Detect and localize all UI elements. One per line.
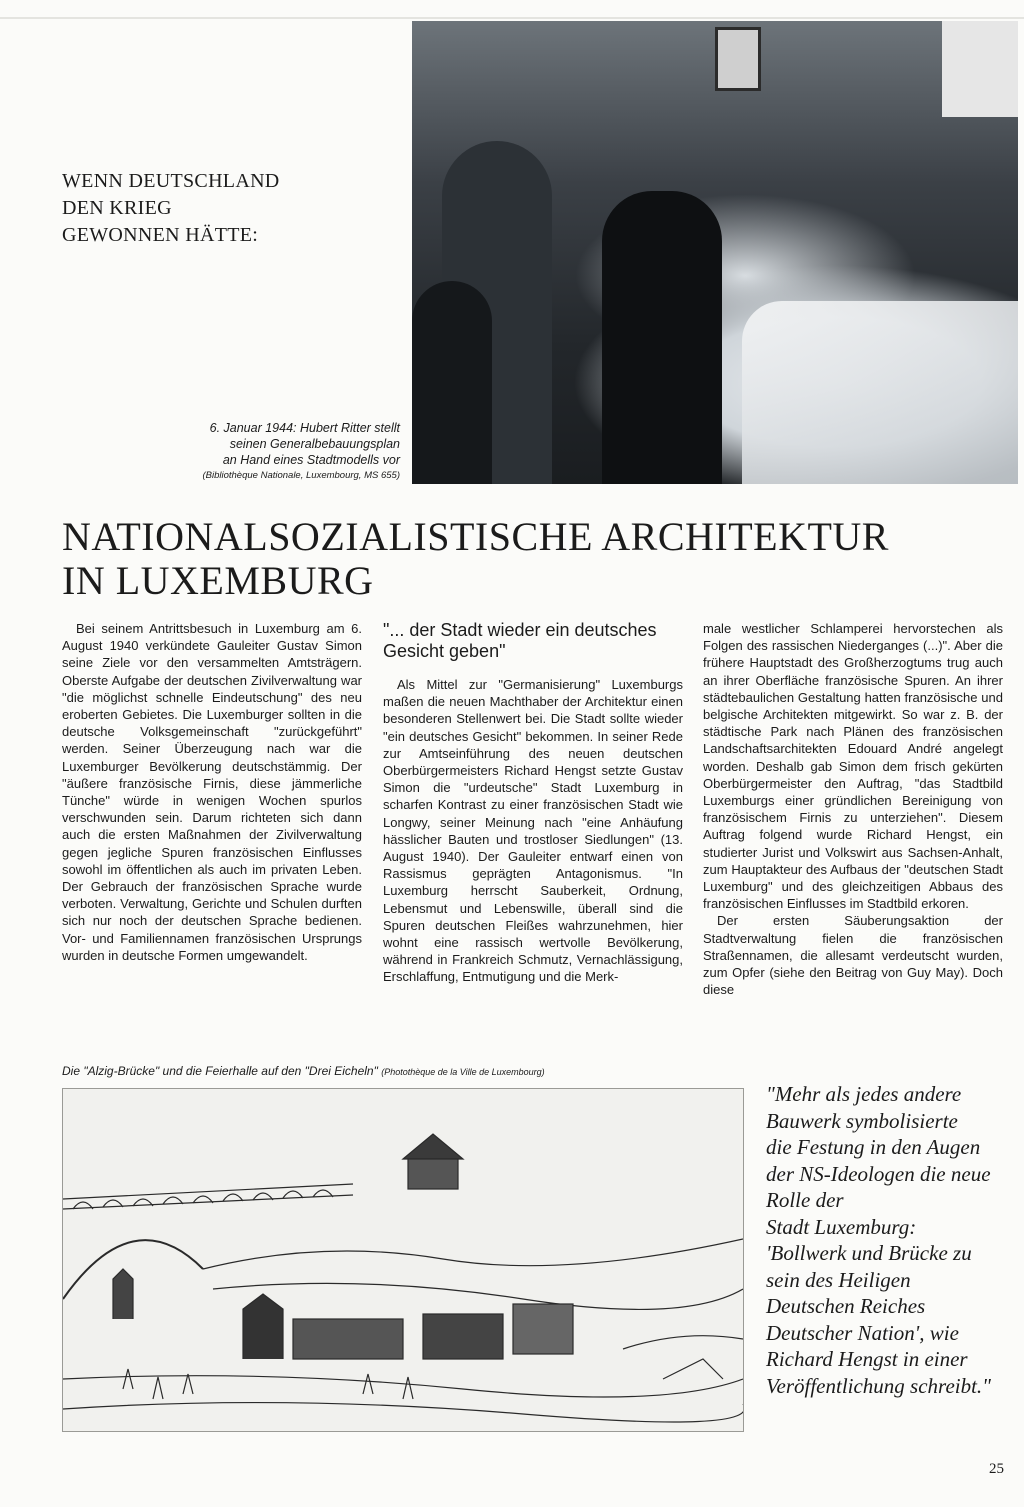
column-1 [62, 620, 362, 964]
top-rule [0, 17, 1024, 19]
paragraph: male westlicher Schlamperei hervorstechen als Folgen des rassischen Niederganges (...)". Aber die frühere Hauptstadt des Großherzogtums trug auch an ihrer Oberfläche französische Spuren. An ihrer städtebaulichen Gestaltung hatten französische und belgische Architekten mitgewirkt. So war z. B. der städtische Park nach Plänen des französischen Landschaftsarchitekten Edouard André angelegt worden. Deshalb gab Simon dem frisch gekürten Oberbürgermeister den Auftrag, "das Stadtbild Luxemburgs einer gründlichen Bereinigung von französischem Firnis zu unterziehen". Diesem Auftrag folgend wurde Richard Hengst, ein studierter Jurist und Volkswirt aus Sachsen-Anhalt, zum Hauptakteur des Aufbaus der "deutschen Stadt Luxemburg" und des gleichzeitigen Abbaus des französischen Einflusses im Stadtbild erkoren. [703, 621, 1003, 912]
pull-quote [766, 1081, 1014, 1399]
headline-line: IN LUXEMBURG [62, 558, 374, 603]
quote-line: Deutscher Nation', wie [766, 1320, 959, 1345]
header-photo [412, 21, 1018, 484]
caption-line: seinen Generalbebauungsplan [229, 437, 400, 451]
quote-line: Veröffentlichung schreibt." [766, 1373, 992, 1398]
figure-caption-text: Die "Alzig-Brücke" und die Feierhalle auf den "Drei Eicheln" [62, 1064, 378, 1078]
subheading: "... der Stadt wieder ein deutsches Gesicht geben" [383, 620, 657, 661]
quote-line: "Mehr als jedes andere [766, 1082, 962, 1106]
quote-line: der NS-Ideologen die neue [766, 1161, 991, 1186]
city-model [742, 301, 1018, 484]
wall-poster [715, 27, 761, 91]
photo-figure [602, 191, 722, 484]
paragraph: Der ersten Säuberungsaktion der Stadtverwaltung fielen die französischen Straßennamen, die allesamt verdeutscht wurden, zum Opfer (siehe den Beitrag von Guy May). Doch diese [703, 913, 1003, 998]
quote-line: Richard Hengst in einer [766, 1347, 968, 1371]
kicker-line: DEN KRIEG [62, 197, 172, 219]
paragraph: Als Mittel zur "Germanisierung" Luxemburgs maßen die neuen Machthaber der Architektur einen besonderen Stellenwert bei. Die Stadt sollte wieder "ein deutsches Gesicht" bekommen. In seiner Rede zur Amtseinführung des neuen deutschen Oberbürgermeisters Richard Hengst setzte Gustav Simon die "urdeutsche" Stadt Luxemburg in scharfen Kontrast zu einer französischen Stadt wie Longwy, seiner Meinung nach "eine Anhäufung hässlicher Bauten und trostloser Siedlungen" (13. August 1940). Der Gauleiter entwarf einen von Rassismus geprägten Antagonismus. "In Luxemburg herrscht Sauberkeit, Ordnung, Lebensmut und Lebenswille, überall sind die Spuren deutschen Fleißes wahrzunehmen, hier wohnt eine rassisch wertvolle Bevölkerung, während in Frankreich Schmutz, Vernachlässigung, Erschlaffung, Entmutigung und die Merk- [383, 677, 683, 985]
sketch-drawing [63, 1089, 743, 1431]
figure-caption [62, 1063, 962, 1080]
page-number: 25 [989, 1461, 1004, 1477]
quote-line: Rolle der [766, 1188, 844, 1212]
quote-line: die Festung in den Augen [766, 1135, 981, 1159]
caption-line: 6. Januar 1944: Hubert Ritter stellt [209, 421, 400, 435]
kicker-line: WENN DEUTSCHLAND [62, 170, 280, 192]
quote-line: Stadt Luxemburg: [766, 1214, 917, 1239]
column-2 [383, 620, 683, 986]
flag-banner [942, 21, 1018, 117]
column-3 [703, 620, 1003, 998]
caption-line: an Hand eines Stadtmodells vor [222, 453, 400, 467]
paragraph: Bei seinem Antrittsbesuch in Luxemburg am 6. August 1940 verkündete Gauleiter Gustav Simon seine Ziele vor den versammelten Amtsträgern. Oberste Aufgabe der deutschen Zivilverwaltung war "die möglichst schnelle Eindeutschung" des neu eroberten Gebietes. Die Luxemburger sollten in die deutsche Volksgemeinschaft "zurückgeführt" werden. Seiner Überzeugung nach war die Luxemburger Bevölkerung deutschstämmig. Der "äußere französische Firnis, diese jämmerliche Tünche" würde in wenigen Wochen spurlos verschwunden sein. Darum richteten sich dann auch die ersten Maßnahmen der Zivilverwaltung gegen jegliche Spuren französischen Einflusses sowohl im öffentlichen als auch im privaten Leben. Der Gebrauch der französischen Sprache wurde verboten. Verwaltung, Gerichte und Schulen durften sich nur noch der deutschen Sprache bedienen. Vor- und Familiennamen französischen Ursprungs wurden in deutsche Formen umgewandelt. [62, 621, 362, 963]
architecture-sketch [62, 1088, 744, 1432]
photo-figure [412, 281, 492, 484]
caption-source: (Bibliothèque Nationale, Luxembourg, MS 655) [202, 470, 400, 481]
headline-line: NATIONALSOZIALISTISCHE ARCHITEKTUR [62, 514, 889, 559]
photo-caption [170, 420, 400, 484]
kicker-line: GEWONNEN HÄTTE: [62, 224, 259, 246]
quote-line: Bauwerk symbolisierte [766, 1108, 958, 1133]
quote-line: 'Bollwerk und Brücke zu [766, 1241, 972, 1265]
kicker [62, 168, 382, 249]
quote-line: sein des Heiligen [766, 1267, 911, 1292]
figure-caption-source: (Photothèque de la Ville de Luxembourg) [381, 1067, 545, 1077]
headline [62, 515, 1002, 603]
quote-line: Deutschen Reiches [766, 1294, 926, 1318]
